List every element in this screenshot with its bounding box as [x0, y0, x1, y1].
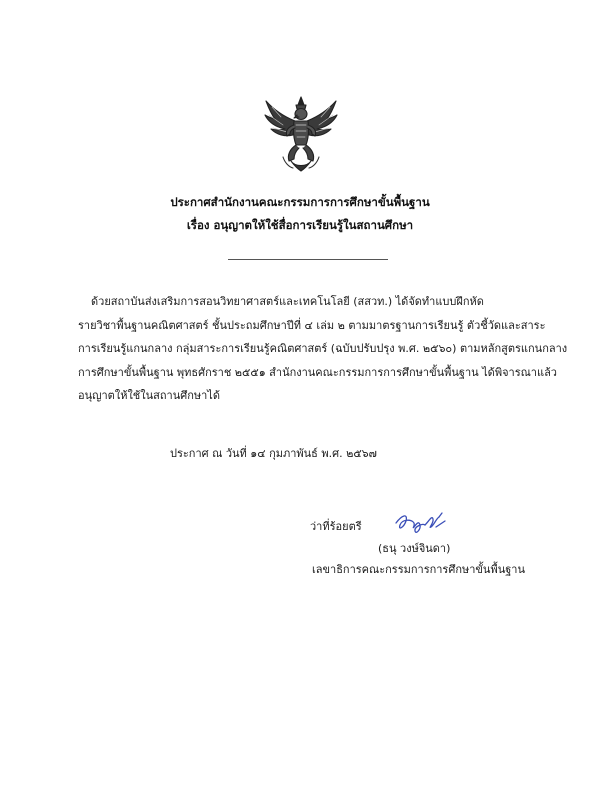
announcement-title: ประกาศสำนักงานคณะกรรมการการศึกษาขั้นพื้นฐาน — [170, 195, 430, 209]
body-line: การศึกษาขั้นพื้นฐาน พุทธศักราช ๒๕๕๑ สำนักงานคณะกรรมการการศึกษาขั้นพื้นฐาน ได้พิจารณาแล้ว — [78, 365, 557, 379]
handwritten-signature — [392, 509, 448, 537]
garuda-emblem-icon — [263, 95, 339, 173]
announcement-date: ประกาศ ณ วันที่ ๑๔ กุมภาพันธ์ พ.ศ. ๒๕๖๗ — [170, 447, 377, 460]
body-line: อนุญาตให้ใช้ในสถานศึกษาได้ — [78, 389, 220, 402]
signer-position: เลขาธิการคณะกรรมการการศึกษาขั้นพื้นฐาน — [312, 563, 525, 576]
announcement-subject: เรื่อง อนุญาตให้ใช้สื่อการเรียนรู้ในสถานศึกษา — [186, 218, 414, 232]
signer-name: (ธนุ วงษ์จินดา) — [378, 542, 451, 555]
body-line: รายวิชาพื้นฐานคณิตศาสตร์ ชั้นประถมศึกษาปีที่ ๔ เล่ม ๒ ตามมาตรฐานการเรียนรู้ ตัวชี้วัดและสาระ — [78, 318, 546, 332]
body-line: การเรียนรู้แกนกลาง กลุ่มสาระการเรียนรู้คณิตศาสตร์ (ฉบับปรับปรุง พ.ศ. ๒๕๖๐) ตามหลักสูตรแกนกลาง — [78, 342, 568, 355]
signer-rank-label: ว่าที่ร้อยตรี — [310, 520, 362, 533]
body-line: ด้วยสถาบันส่งเสริมการสอนวิทยาศาสตร์และเทคโนโลยี (สสวท.) ได้จัดทำแบบฝึกหัด — [91, 295, 484, 308]
announcement-body — [78, 290, 568, 408]
title-divider — [228, 259, 388, 260]
